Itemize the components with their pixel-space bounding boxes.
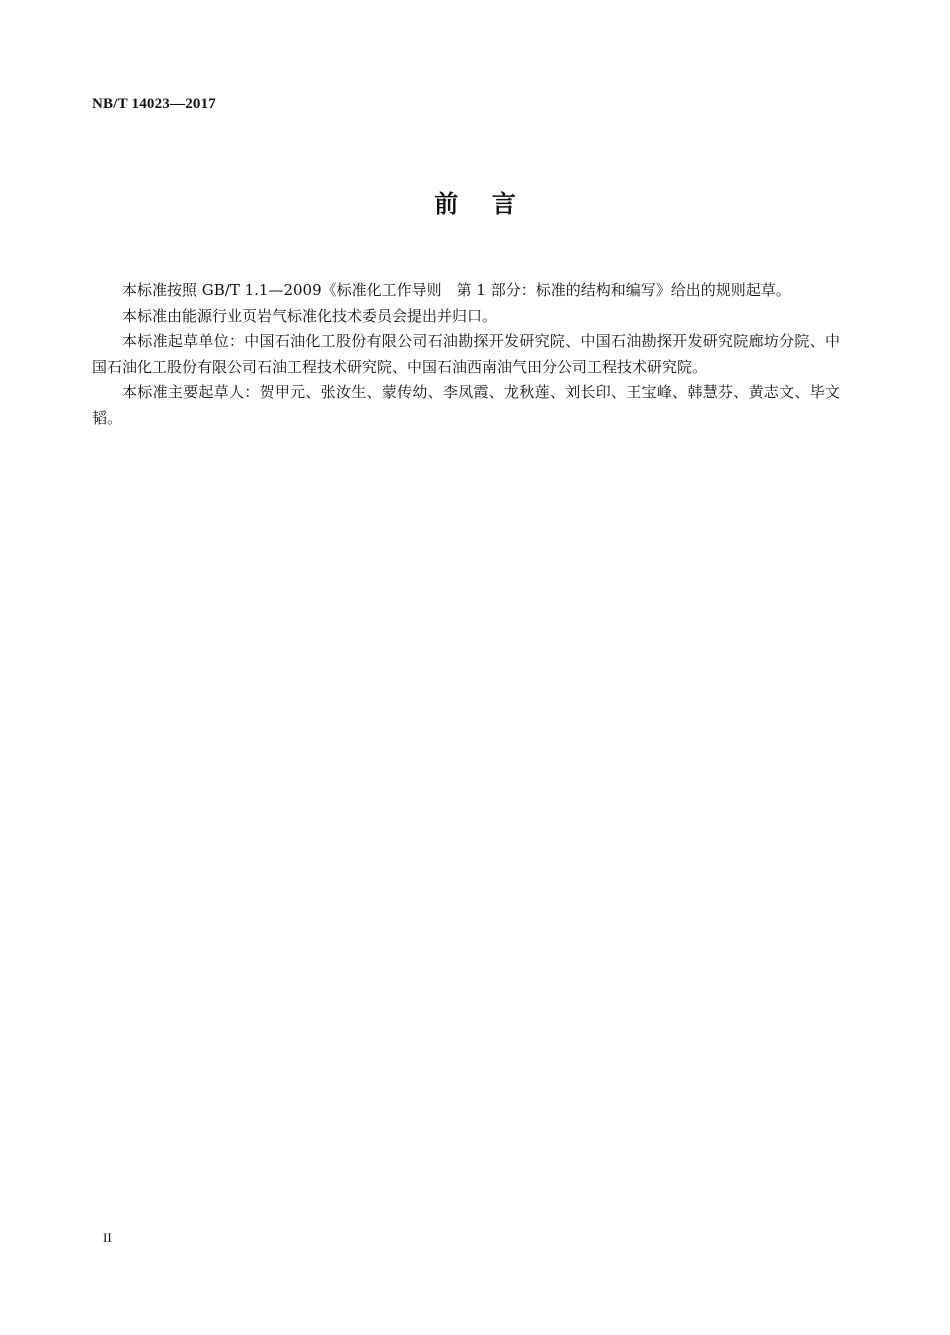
paragraph-drafting-units: 本标准起草单位：中国石油化工股份有限公司石油勘探开发研究院、中国石油勘探开发研究院廊坊分院、中国石油化工股份有限公司石油工程技术研究院、中国石油西南油气田分公司工程技术研究院。 [92,332,840,376]
page-title: 前 言 [434,190,516,218]
standard-code: NB/T 14023—2017 [92,96,216,112]
paragraph-proposer: 本标准由能源行业页岩气标准化技术委员会提出并归口。 [122,306,498,325]
paragraph-drafters: 本标准主要起草人：贺甲元、张汝生、蒙传幼、李凤霞、龙秋莲、刘长印、王宝峰、韩慧芬、黄志文、毕文韬。 [92,383,840,427]
preface-body [92,278,840,431]
page-number: II [103,1230,112,1245]
paragraph-drafting-rules: 本标准按照 GB/T 1.1—2009《标准化工作导则 第 1 部分：标准的结构和编写》给出的规则起草。 [122,281,791,299]
